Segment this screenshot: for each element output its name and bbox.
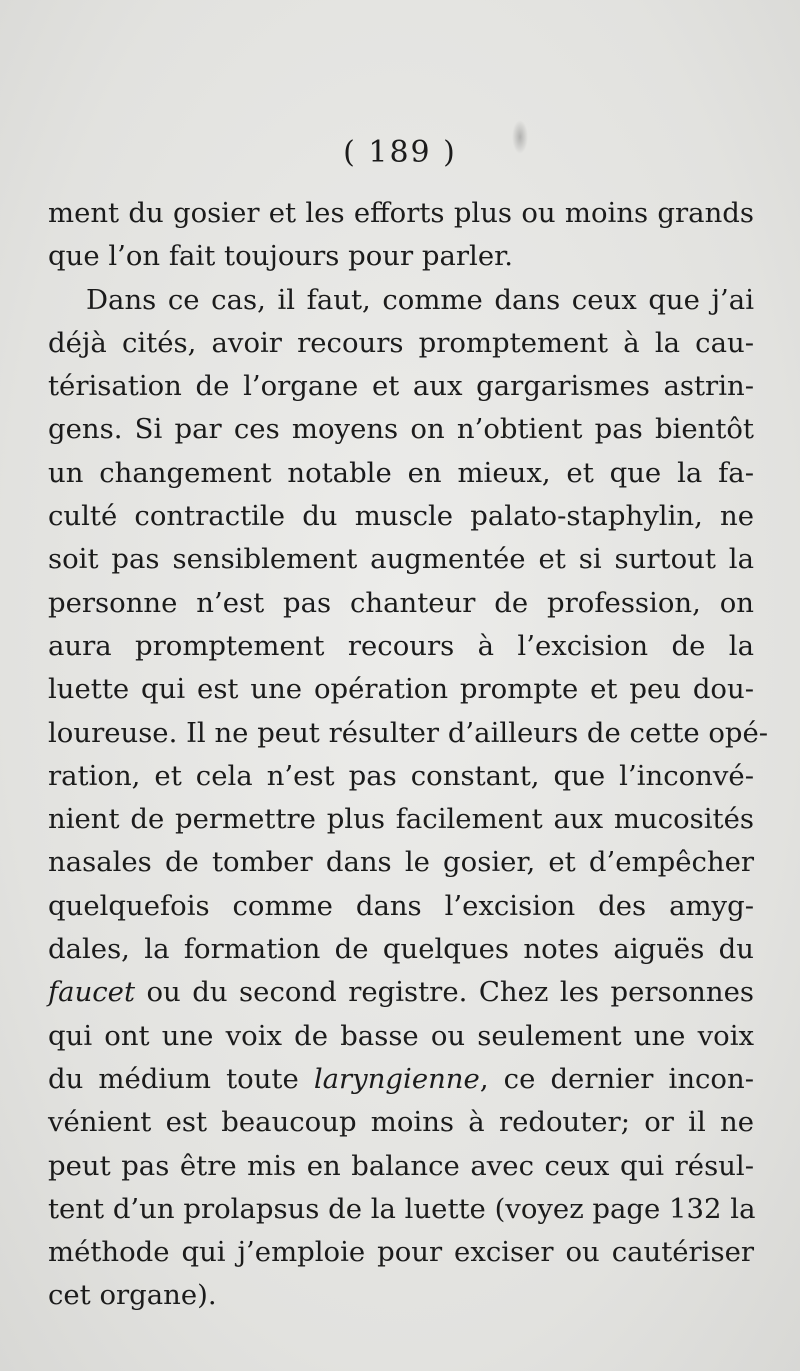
text-segment: du médium toute (48, 1062, 314, 1095)
text-line (48, 1058, 754, 1101)
text-line (48, 192, 754, 235)
text-segment: qui ont une voix de basse ou seulement une voix (48, 1019, 754, 1052)
text-line (48, 841, 754, 884)
text-line (48, 885, 754, 928)
text-line (48, 798, 754, 841)
text-segment: soit pas sensiblement augmentée et si surtout la (48, 543, 754, 576)
text-segment: quelquefois comme dans l’excision des amyg- (48, 889, 754, 922)
text-segment: térisation de l’organe et aux gargarismes astrin- (48, 370, 754, 403)
text-segment: Dans ce cas, il faut, comme dans ceux que j’ai (86, 283, 754, 316)
text-segment: nasales de tomber dans le gosier, et d’empêcher (48, 846, 754, 879)
text-line (48, 582, 754, 625)
text-segment: , ce dernier incon- (479, 1062, 754, 1095)
text-segment: peut pas être mis en balance avec ceux qui résul- (48, 1149, 754, 1182)
text-line (48, 322, 754, 365)
text-line (48, 495, 754, 538)
text-segment: un changement notable en mieux, et que la fa- (48, 456, 754, 489)
text-segment: ration, et cela n’est pas constant, que l’inconvé- (48, 759, 754, 792)
text-line (48, 1145, 754, 1188)
text-segment: déjà cités, avoir recours promptement à la cau- (48, 326, 754, 359)
text-line (48, 625, 754, 668)
italic-text: faucet (48, 976, 136, 1009)
text-segment: aura promptement recours à l’excision de la (48, 629, 754, 662)
text-segment: dales, la formation de quelques notes aiguës du (48, 933, 754, 966)
italic-text: laryngienne (313, 1062, 480, 1095)
text-line (48, 1274, 754, 1317)
text-line (48, 279, 754, 322)
text-line (48, 1015, 754, 1058)
text-line (48, 538, 754, 581)
text-line (48, 755, 754, 798)
text-segment: méthode qui j’emploie pour exciser ou cautériser (48, 1236, 754, 1269)
text-segment: culté contractile du muscle palato-staphylin, ne (48, 500, 754, 533)
text-line (48, 971, 754, 1014)
text-segment: ment du gosier et les efforts plus ou moins grands (48, 197, 754, 229)
text-segment: cet organe). (48, 1279, 217, 1312)
text-segment: ou du second registre. Chez les personnes (135, 976, 754, 1009)
text-segment: vénient est beaucoup moins à redouter; or il ne (48, 1106, 754, 1139)
text-segment: tent d’un prolapsus de la luette (voyez page 132 la (48, 1192, 756, 1225)
text-segment: nient de permettre plus facilement aux mucosités (48, 803, 754, 836)
page-number: ( 189 ) (343, 135, 457, 170)
body-text (48, 192, 769, 1318)
text-line (48, 408, 754, 451)
text-segment: gens. Si par ces moyens on n’obtient pas bientôt (48, 413, 754, 446)
text-line (48, 452, 754, 495)
text-segment: personne n’est pas chanteur de profession, on (48, 586, 754, 619)
text-line (48, 928, 754, 971)
text-segment: loureuse. Il ne peut résulter d’ailleurs de cette opé- (48, 716, 769, 749)
text-line (48, 1101, 754, 1144)
text-line (48, 365, 754, 408)
text-segment: que l’on fait toujours pour parler. (48, 240, 513, 273)
text-line (48, 235, 754, 278)
text-line (48, 1188, 754, 1231)
text-line (48, 712, 769, 755)
text-segment: luette qui est une opération prompte et peu dou- (48, 673, 754, 706)
text-line (48, 1231, 754, 1274)
text-line (48, 668, 754, 711)
